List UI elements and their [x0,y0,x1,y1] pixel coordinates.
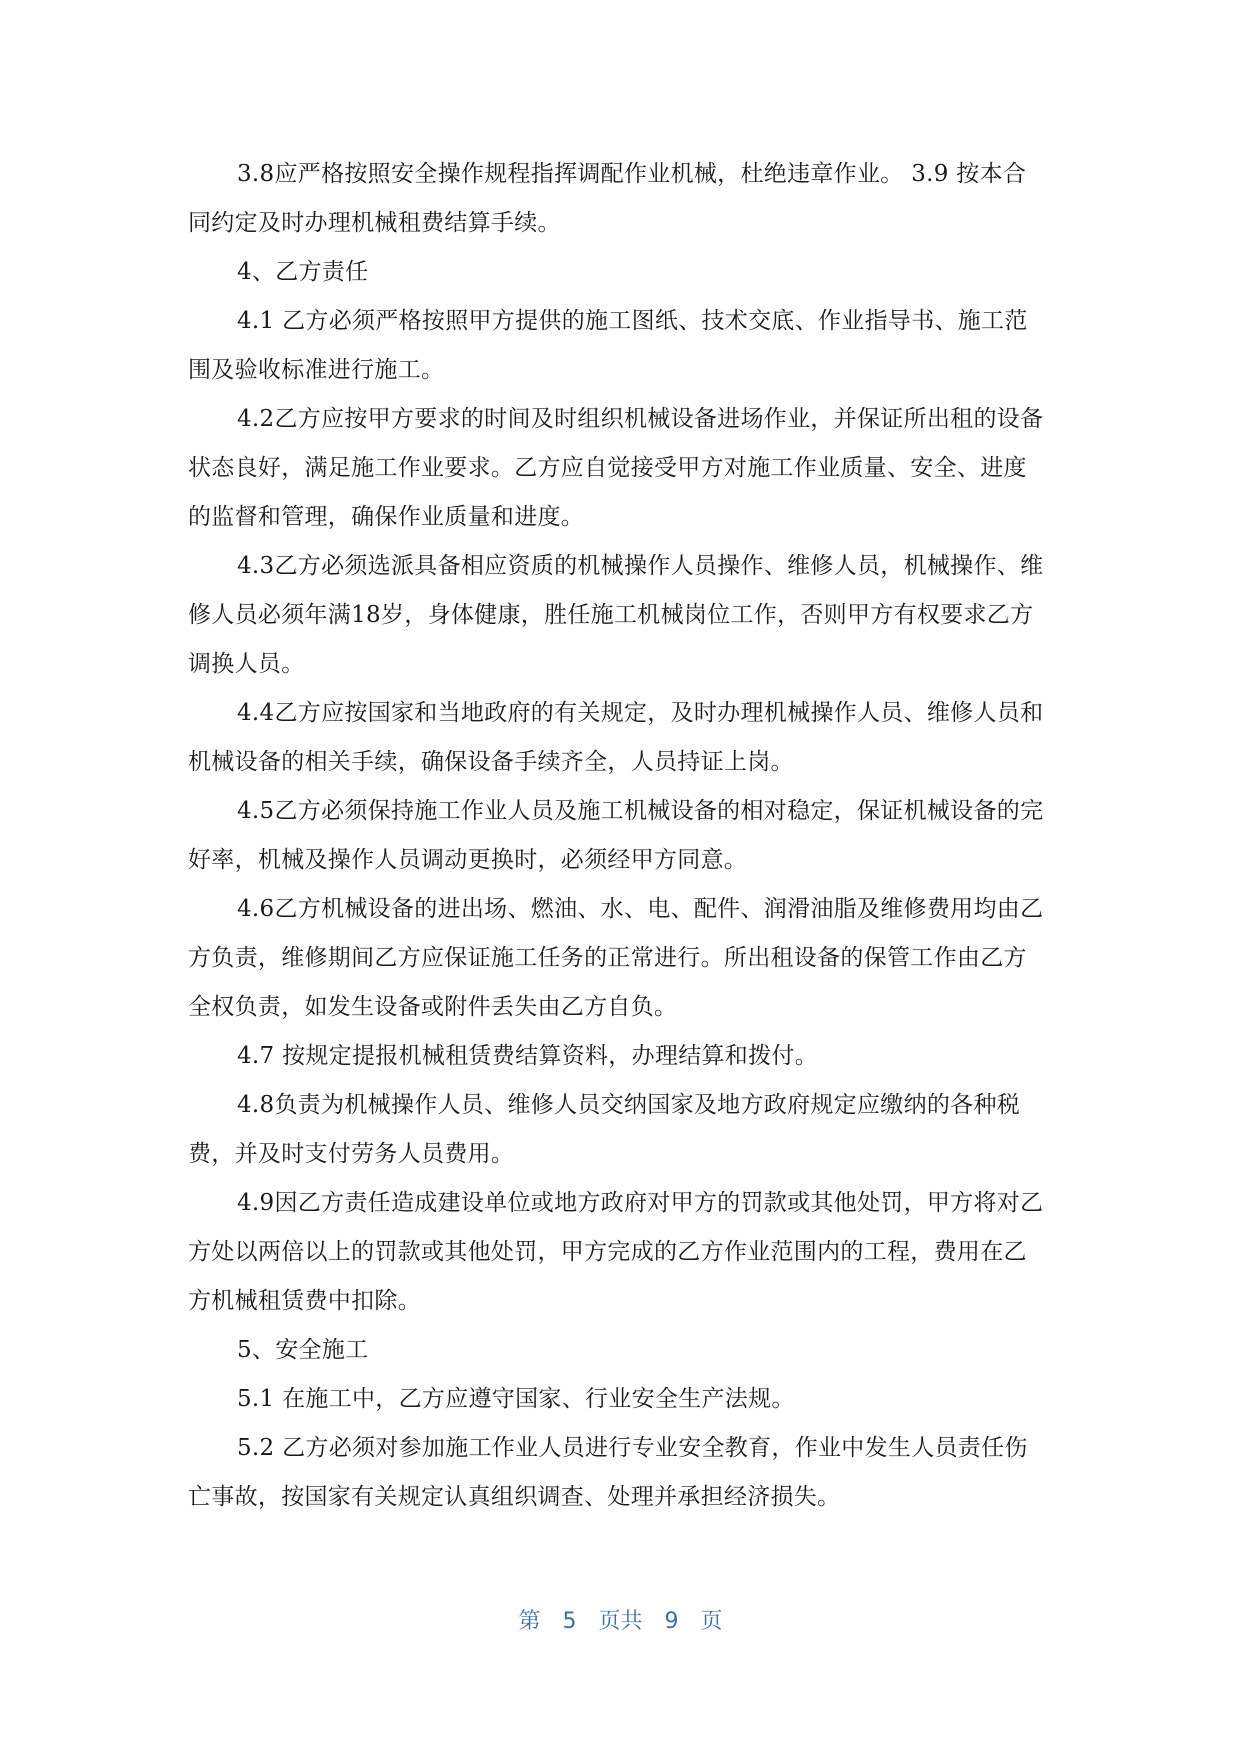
paragraph-4-6: 4.6乙方机械设备的进出场、燃油、水、电、配件、润滑油脂及维修费用均由乙方负责，维修期间乙方应保证施工任务的正常进行。所出租设备的保管工作由乙方全权负责，如发生设备或附件丢失由乙方自负。 [188,896,1044,1020]
footer-current-page: 5 [562,1609,577,1634]
section-heading-5: 5、安全施工 [237,1337,369,1363]
footer-total-pages: 9 [664,1609,679,1634]
section-heading-4: 4、乙方责任 [237,259,369,285]
footer-suffix: 页 [700,1609,723,1634]
paragraph-4-9: 4.9因乙方责任造成建设单位或地方政府对甲方的罚款或其他处罚，甲方将对乙方处以两倍以上的罚款或其他处罚，甲方完成的乙方作业范围内的工程，费用在乙方机械租赁费中扣除。 [188,1190,1044,1314]
document-body [188,150,1048,1522]
paragraph-4-2: 4.2乙方应按甲方要求的时间及时组织机械设备进场作业，并保证所出租的设备状态良好，满足施工作业要求。乙方应自觉接受甲方对施工作业质量、安全、进度的监督和管理，确保作业质量和进度。 [188,406,1044,530]
paragraph-4-8: 4.8负责为机械操作人员、维修人员交纳国家及地方政府规定应缴纳的各种税费，并及时支付劳务人员费用。 [188,1092,1021,1167]
paragraph-4-4: 4.4乙方应按国家和当地政府的有关规定，及时办理机械操作人员、维修人员和机械设备的相关手续，确保设备手续齐全，人员持证上岗。 [188,700,1044,775]
footer-prefix: 第 [518,1609,541,1634]
footer-middle: 页共 [598,1609,643,1634]
paragraph-5-1: 5.1 在施工中，乙方应遵守国家、行业安全生产法规。 [237,1386,795,1412]
paragraph-4-3: 4.3乙方必须选派具备相应资质的机械操作人员操作、维修人员，机械操作、维修人员必须年满18岁，身体健康，胜任施工机械岗位工作，否则甲方有权要求乙方调换人员。 [188,553,1044,677]
paragraph-4-1: 4.1 乙方必须严格按照甲方提供的施工图纸、技术交底、作业指导书、施工范围及验收标准进行施工。 [188,308,1028,383]
paragraph-4-7: 4.7 按规定提报机械租赁费结算资料，办理结算和拨付。 [237,1043,818,1069]
paragraph-3-8: 3.8应严格按照安全操作规程指挥调配作业机械，杜绝违章作业。 3.9 按本合同约定及时办理机械租费结算手续。 [188,161,1027,236]
paragraph-4-5: 4.5乙方必须保持施工作业人员及施工机械设备的相对稳定，保证机械设备的完好率，机械及操作人员调动更换时，必须经甲方同意。 [188,798,1044,873]
paragraph-5-2: 5.2 乙方必须对参加施工作业人员进行专业安全教育，作业中发生人员责任伤亡事故，按国家有关规定认真组织调查、处理并承担经济损失。 [188,1435,1028,1510]
page-footer [0,1604,1241,1635]
